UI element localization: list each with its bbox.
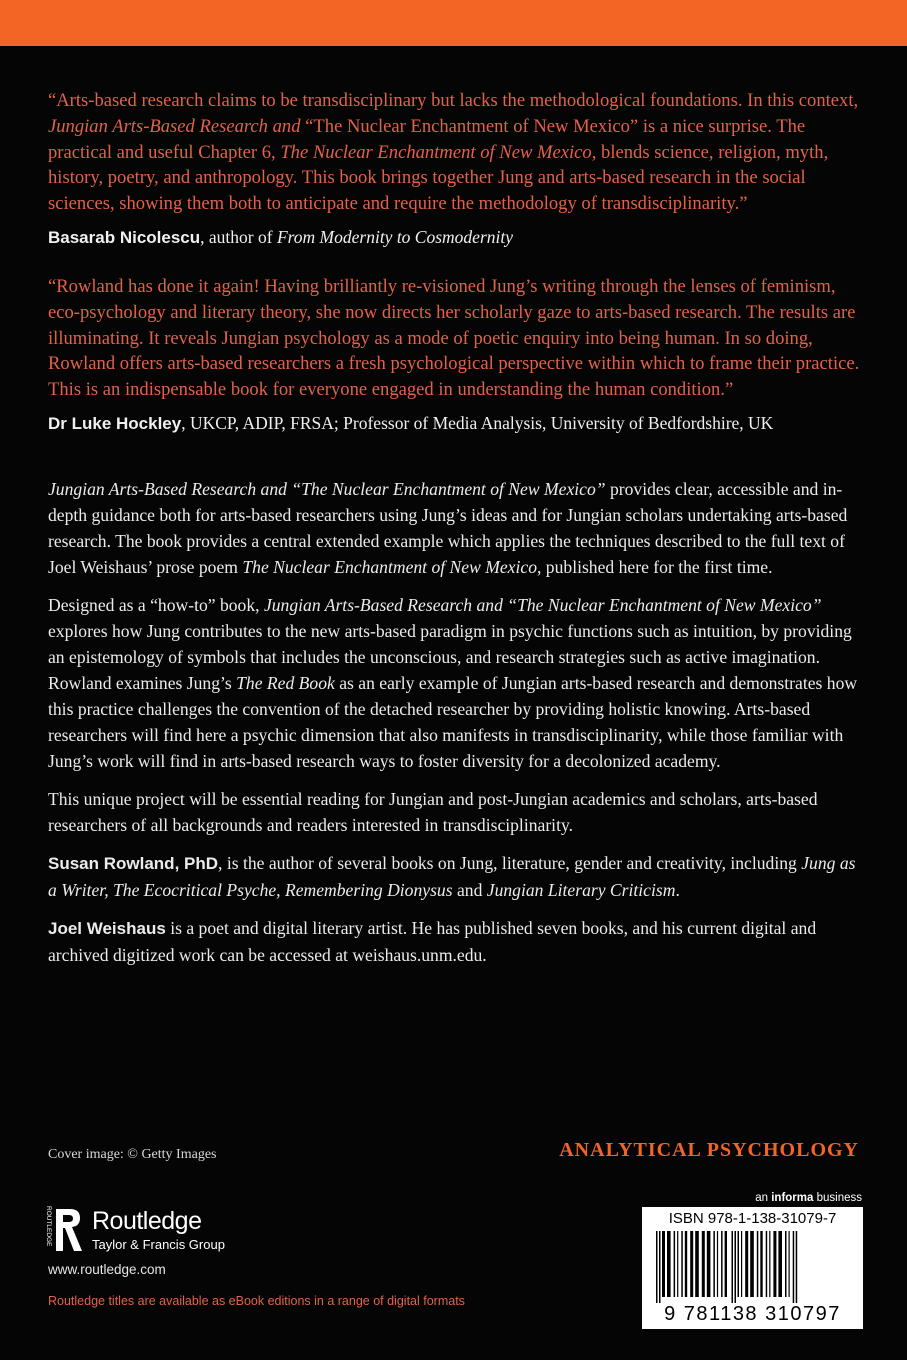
back-cover-text <box>48 88 863 968</box>
barcode-bar <box>732 1231 734 1303</box>
description-paragraph-1: Jungian Arts-Based Research and “The Nuclear Enchantment of New Mexico” provides clear, accessible and in-depth guidance both for arts-based researchers using Jung’s ideas and for Jungian scholars undertaking arts-based research. The book provides a central extended example which applies the techniques described to the full text of Joel Weishaus’ prose poem The Nuclear Enchantment of New Mexico, published here for the first time. <box>48 478 848 577</box>
barcode-bar <box>721 1231 723 1297</box>
routledge-vertical-wordmark: ROUTLEDGE <box>45 1206 52 1247</box>
barcode-bar <box>741 1231 742 1297</box>
description-paragraph-2: Designed as a “how-to” book, Jungian Arts-Based Research and “The Nuclear Enchantment of New Mexico” explores how Jung contributes to the new arts-based paradigm in psychic functions such as intuition, by providing an epistemology of symbols that includes the unconscious, and research strategies such as active imagination. Rowland examines Jung’s The Red Book as an early example of Jungian arts-based research and demonstrates how this practice challenges the convention of the detached researcher by providing holistic knowing. Arts-based researchers will find here a psychic dimension that also manifests in transdisciplinarity, while those familiar with Jung’s work will find in arts-based research ways to foster diversity for a decolonized academy. <box>48 594 858 771</box>
publisher-name: Routledge <box>92 1207 202 1235</box>
barcode-bar <box>702 1231 705 1297</box>
barcode-bar <box>796 1231 798 1303</box>
barcode-bar <box>681 1231 683 1297</box>
barcode-bar <box>735 1231 737 1303</box>
barcode-bar <box>757 1231 759 1297</box>
barcode-bar <box>778 1231 782 1297</box>
endorsement-quote-2: “Rowland has done it again! Having brilliantly re-visioned Jung’s writing through the lenses of feminism, eco-psychology and literary theory, she now directs her scholarly gaze to arts-based research. The results are illuminating. It reveals Jungian psychology as a mode of poetic enquiry into being human. In so doing, Rowland offers arts-based researchers a fresh psychological perspective within which to frame their practice. This is an indispensable book for everyone engaged in understanding the human condition.” <box>48 275 860 401</box>
barcode-bar <box>717 1231 718 1297</box>
informa-business-tag: an informa business <box>755 1192 862 1204</box>
barcode-bar <box>769 1231 770 1297</box>
barcode-digits: 9 781138 310797 <box>664 1303 841 1325</box>
barcode-bar <box>677 1231 678 1297</box>
endorsement-attribution-2: Dr Luke Hockley, UKCP, ADIP, FRSA; Professor of Media Analysis, University of Bedfordshire, UK <box>48 412 774 433</box>
barcode-bar <box>695 1231 699 1297</box>
barcode-bar <box>745 1231 748 1297</box>
barcode-bar <box>785 1231 787 1297</box>
barcode-bar <box>773 1231 776 1297</box>
ebook-availability-note: Routledge titles are available as eBook editions in a range of digital formats <box>48 1294 465 1308</box>
barcode-bar <box>793 1231 795 1303</box>
description-paragraph-3: This unique project will be essential reading for Jungian and post-Jungian academics and scholars, arts-based researchers of all backgrounds and readers interested in transdisciplinarity. <box>48 788 818 835</box>
barcode-bar <box>690 1231 693 1297</box>
author-bio-susan-rowland: Susan Rowland, PhD, is the author of several books on Jung, literature, gender and creativity, including Jung as a Writer, The Ecocritical Psyche, Remembering Dionysus and Jungian Literary Criticism. <box>48 852 856 900</box>
barcode-bar <box>662 1231 665 1297</box>
barcode-bar <box>685 1231 687 1297</box>
author-bio-joel-weishaus: Joel Weishaus is a poet and digital literary artist. He has published seven books, and his current digital and archived digitized work can be accessed at weishaus.unm.edu. <box>48 917 817 965</box>
publisher-group: Taylor & Francis Group <box>92 1237 225 1252</box>
endorsement-quote-1: “Arts-based research claims to be transdisciplinary but lacks the methodological foundations. In this context, Jungian Arts-Based Research and “The Nuclear Enchantment of New Mexico” is a nice surprise. The practical and useful Chapter 6, The Nuclear Enchantment of New Mexico, blends science, religion, myth, history, poetry, and anthropology. This book brings together Jung and arts-based research in the social sciences, showing them both to anticipate and require the methodology of transdisciplinarity.” <box>48 90 859 215</box>
barcode-bar <box>789 1231 790 1297</box>
subject-category-label: ANALYTICAL PSYCHOLOGY <box>559 1139 859 1161</box>
orange-top-band <box>0 0 907 46</box>
publisher-url[interactable]: www.routledge.com <box>48 1262 166 1277</box>
barcode-bars <box>652 1231 853 1303</box>
barcode-bar <box>738 1231 740 1297</box>
barcode-bar <box>713 1231 715 1297</box>
barcode-bar <box>766 1231 768 1297</box>
barcode-bar <box>760 1231 762 1297</box>
barcode-bar <box>707 1231 711 1297</box>
routledge-r-logo-icon <box>40 1203 88 1259</box>
endorsement-attribution-1: Basarab Nicolescu, author of From Modernity to Cosmodernity <box>48 226 513 247</box>
isbn-barcode <box>642 1207 863 1329</box>
barcode-bar <box>750 1231 754 1297</box>
isbn-label: ISBN 978-1-138-31079-7 <box>668 1210 837 1227</box>
barcode-bar <box>674 1231 676 1297</box>
barcode-bar <box>725 1231 727 1297</box>
routledge-logo <box>40 1203 240 1259</box>
cover-image-credit: Cover image: © Getty Images <box>48 1147 217 1162</box>
barcode-bar <box>667 1231 671 1297</box>
barcode-bar <box>659 1231 661 1303</box>
barcode-bar <box>656 1231 658 1303</box>
